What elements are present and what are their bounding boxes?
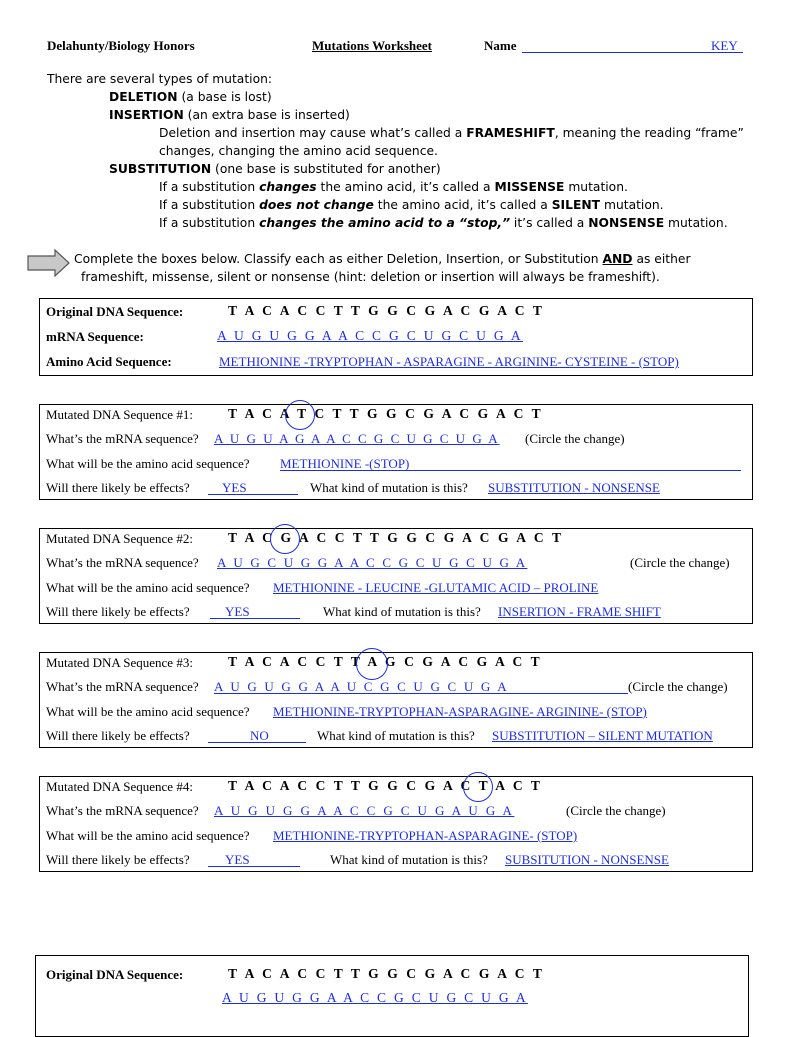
m2-effects-question: Will there likely be effects? — [46, 604, 190, 619]
instructions-line-1 — [74, 252, 691, 266]
worksheet-title: Mutations Worksheet — [312, 38, 433, 53]
m2-seq-changed-base: G — [280, 530, 294, 545]
m4-mrna-question: What’s the mRNA sequence? — [46, 803, 199, 818]
m1-kind-answer[interactable]: SUBSTITUTION - NONSENSE — [488, 480, 660, 495]
silent-text-b: the amino acid, it’s called a — [377, 198, 548, 212]
intro-lead: There are several types of mutation: — [47, 72, 273, 86]
m3-seq-changed-base: A — [367, 654, 380, 669]
instructions-and: AND — [602, 252, 633, 266]
insertion-term: INSERTION — [109, 108, 184, 122]
substitution-term: SUBSTITUTION — [109, 162, 212, 176]
substitution-desc: (one base is substituted for another) — [215, 162, 441, 176]
missense-text-b: the amino acid, it’s called a — [320, 180, 491, 194]
nonsense-line — [159, 216, 728, 230]
missense-term: MISSENSE — [494, 180, 565, 194]
m2-change-circle[interactable] — [270, 524, 300, 554]
m3-mrna-question: What’s the mRNA sequence? — [46, 679, 199, 694]
m1-seq-part-a: T A C A — [228, 406, 292, 421]
m3-kind-answer[interactable]: SUBSTITUTION – SILENT MUTATION — [492, 728, 713, 743]
bottom-mrna-seq[interactable]: A U G U G G A A C C G C U G C U G A — [222, 990, 528, 1005]
original-dna-label: Original DNA Sequence: — [46, 304, 184, 319]
m1-seq-part-b: C T T G G C G A C G A C T — [314, 406, 544, 421]
m4-seq-part-b: A C T — [495, 778, 543, 793]
original-aa-seq[interactable]: METHIONINE -TRYPTOPHAN - ASPARAGINE - ARGININE- CYSTEINE - (STOP) — [219, 354, 679, 369]
m4-mrna-answer[interactable]: A U G U G G A A C C G C U G A U G A — [214, 803, 515, 818]
nonsense-term: NONSENSE — [588, 216, 665, 230]
m1-effects-question: Will there likely be effects? — [46, 480, 190, 495]
m1-dna-seq — [228, 406, 543, 422]
deletion-term: DELETION — [109, 90, 178, 104]
m4-effects-answer[interactable]: YES — [225, 852, 250, 867]
m3-mrna-answer[interactable]: A U G U G G A A U C G C U G C U G A — [214, 679, 509, 694]
m3-kind-question: What kind of mutation is this? — [317, 728, 475, 743]
original-mrna-seq[interactable]: A U G U G G A A C C G C U G C U G A — [217, 328, 523, 343]
m2-aa-question: What will be the amino acid sequence? — [46, 580, 250, 595]
frameshift-line — [159, 126, 744, 140]
missense-text-c: mutation. — [568, 180, 628, 194]
frameshift-line-2: changes, changing the amino acid sequence. — [159, 144, 438, 158]
m4-kind-question: What kind of mutation is this? — [330, 852, 488, 867]
m3-circle-note: (Circle the change) — [628, 679, 728, 694]
missense-em: changes — [259, 180, 317, 194]
frameshift-text-b: , meaning the reading “frame” — [554, 126, 744, 140]
m2-kind-answer[interactable]: INSERTION - FRAME SHIFT — [498, 604, 661, 619]
m2-seq-part-a: T A C — [228, 530, 275, 545]
instructions-text-b: as either — [636, 252, 691, 266]
m3-effects-underline — [208, 742, 306, 743]
m1-mrna-question: What’s the mRNA sequence? — [46, 431, 199, 446]
missense-text-a: If a substitution — [159, 180, 256, 194]
m1-aa-underline — [280, 470, 741, 471]
m1-seq-changed-base: T — [297, 406, 309, 421]
right-arrow-icon — [27, 249, 71, 277]
m4-circle-note: (Circle the change) — [566, 803, 666, 818]
m3-effects-answer[interactable]: NO — [250, 728, 269, 743]
m2-aa-answer[interactable]: METHIONINE - LEUCINE -GLUTAMIC ACID – PROLINE — [273, 580, 599, 595]
m4-change-circle[interactable] — [463, 772, 493, 802]
silent-text-c: mutation. — [603, 198, 664, 212]
m4-aa-question: What will be the amino acid sequence? — [46, 828, 250, 843]
m3-effects-question: Will there likely be effects? — [46, 728, 190, 743]
m1-kind-question: What kind of mutation is this? — [310, 480, 468, 495]
nonsense-text-a: If a substitution — [159, 216, 256, 230]
m3-aa-question: What will be the amino acid sequence? — [46, 704, 250, 719]
m1-effects-answer[interactable]: YES — [222, 480, 247, 495]
frameshift-term: FRAMESHIFT — [466, 126, 555, 140]
silent-text-a: If a substitution — [159, 198, 256, 212]
m1-aa-question: What will be the amino acid sequence? — [46, 456, 250, 471]
original-dna-seq: T A C A C C T T G G C G A C G A C T — [228, 303, 545, 318]
nonsense-em: changes the amino acid to a “stop,” — [259, 216, 510, 230]
original-mrna-label: mRNA Sequence: — [46, 329, 144, 344]
bottom-dna-seq: T A C A C C T T G G C G A C G A C T — [228, 966, 545, 981]
name-underline — [522, 52, 743, 53]
original-aa-label: Amino Acid Sequence: — [46, 354, 172, 369]
nonsense-text-c: mutation. — [668, 216, 728, 230]
silent-em: does not change — [259, 198, 374, 212]
m4-label: Mutated DNA Sequence #4: — [46, 779, 193, 794]
course-title: Delahunty/Biology Honors — [47, 38, 195, 53]
m4-seq-part-a: T A C A C C T T G G C G A C — [228, 778, 473, 793]
m3-mrna-underline — [214, 693, 628, 694]
nonsense-text-b: it’s called a — [513, 216, 585, 230]
instructions-line-2: frameshift, missense, silent or nonsense (hint: deletion or insertion will always be frameshift). — [81, 270, 660, 284]
m3-seq-part-a: T A C A C C T T — [228, 654, 363, 669]
m2-mrna-question: What’s the mRNA sequence? — [46, 555, 199, 570]
instructions-text-a: Complete the boxes below. Classify each as either Deletion, Insertion, or Substitution — [74, 252, 599, 266]
m2-circle-note: (Circle the change) — [630, 555, 730, 570]
m3-aa-answer[interactable]: METHIONINE-TRYPTOPHAN-ASPARAGINE- ARGININE- (STOP) — [273, 704, 647, 719]
m4-effects-underline — [208, 866, 300, 867]
insertion-line — [109, 108, 350, 122]
m1-change-circle[interactable] — [285, 400, 315, 430]
m1-effects-underline — [208, 494, 298, 495]
m4-dna-seq — [228, 778, 543, 794]
m1-label: Mutated DNA Sequence #1: — [46, 407, 193, 422]
m1-circle-note: (Circle the change) — [525, 431, 625, 446]
missense-line — [159, 180, 628, 194]
frameshift-text-a: Deletion and insertion may cause what’s called a — [159, 126, 463, 140]
deletion-desc: (a base is lost) — [181, 90, 272, 104]
m2-mrna-answer[interactable]: A U G C U G G A A C C G C U G C U G A — [217, 555, 528, 570]
m1-aa-answer[interactable]: METHIONINE -(STOP) — [280, 456, 410, 471]
m4-aa-answer[interactable]: METHIONINE-TRYPTOPHAN-ASPARAGINE- (STOP) — [273, 828, 578, 843]
insertion-desc: (an extra base is inserted) — [187, 108, 350, 122]
m4-kind-answer[interactable]: SUBSITUTION - NONSENSE — [505, 852, 669, 867]
m2-label: Mutated DNA Sequence #2: — [46, 531, 193, 546]
bottom-dna-label: Original DNA Sequence: — [46, 967, 184, 982]
m2-effects-underline — [210, 618, 300, 619]
m2-seq-part-b: A C C T T G G C G A C G A C T — [298, 530, 564, 545]
name-value[interactable]: KEY — [711, 38, 738, 53]
silent-term: SILENT — [551, 198, 601, 212]
silent-line — [159, 198, 664, 212]
name-label: Name — [484, 38, 517, 53]
m3-label: Mutated DNA Sequence #3: — [46, 655, 193, 670]
deletion-line — [109, 90, 272, 104]
m2-effects-answer[interactable]: YES — [225, 604, 250, 619]
m4-seq-changed-base: T — [478, 778, 491, 793]
substitution-line — [109, 162, 441, 176]
m2-kind-question: What kind of mutation is this? — [323, 604, 481, 619]
m1-mrna-answer[interactable]: A U G U A G A A C C G C U G C U G A — [214, 431, 500, 446]
m4-effects-question: Will there likely be effects? — [46, 852, 190, 867]
m3-change-circle[interactable] — [356, 648, 388, 680]
m3-seq-part-b: G C G A C G A C T — [385, 654, 543, 669]
